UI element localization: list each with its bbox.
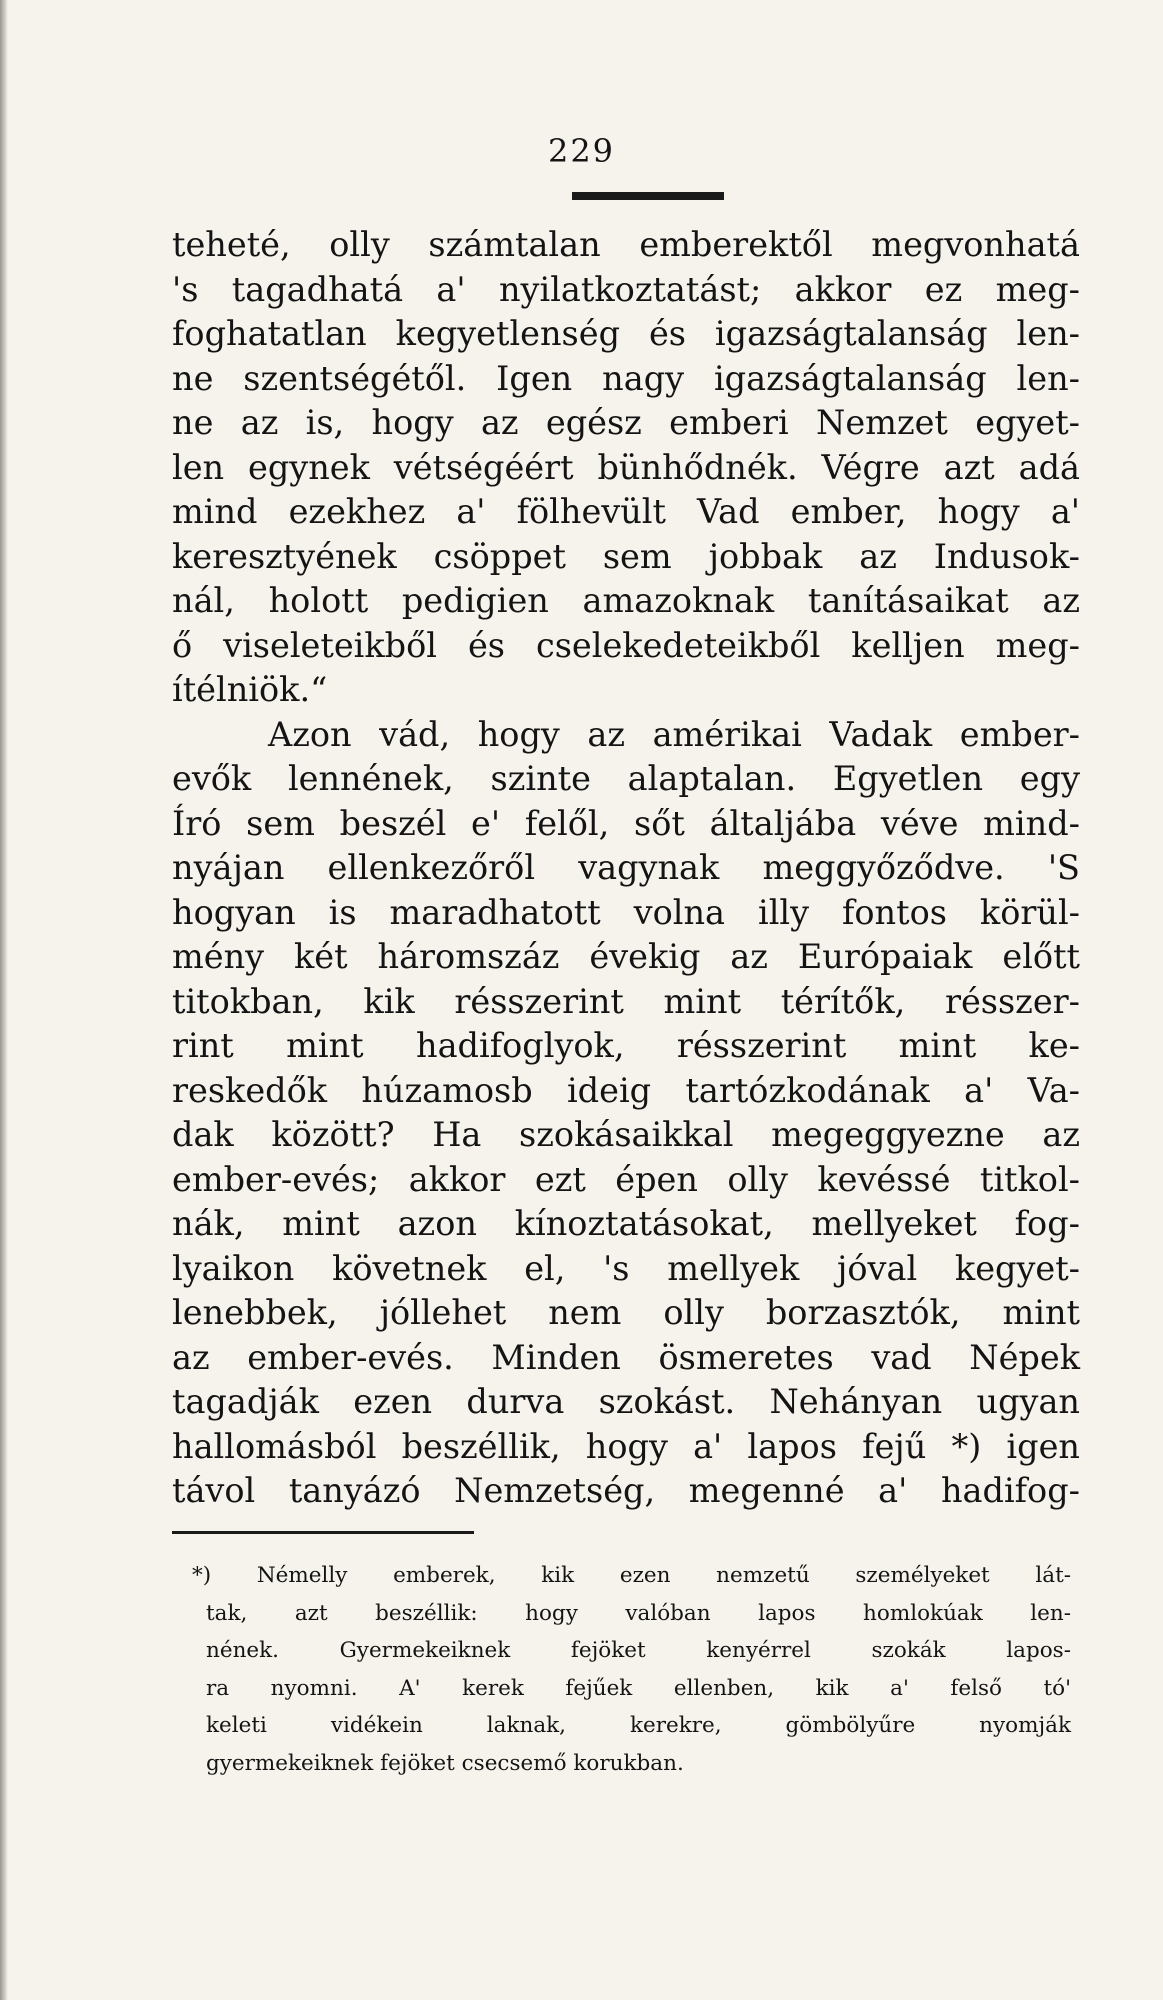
body-line: Író sem beszél e' felől, sőt általjába véve mind- bbox=[172, 803, 1080, 843]
body-line: evők lennének, szinte alaptalan. Egyetlen egy bbox=[172, 759, 1080, 798]
body-line: 's tagadhatá a' nyilatkoztatást; akkor ez meg- bbox=[172, 269, 1080, 309]
footnote bbox=[192, 1557, 1071, 1782]
footnote-line: tak, azt beszéllik: hogy valóban lapos homlokúak len- bbox=[206, 1600, 1071, 1626]
body-line: tagadják ezen durva szokást. Nehányan ugyan bbox=[172, 1382, 1080, 1421]
body-line: ítélniök.“ bbox=[172, 670, 328, 709]
body-line: ne szentségétől. Igen nagy igazságtalanság len- bbox=[172, 358, 1080, 398]
body-line: lyaikon követnek el, 's mellyek jóval kegyet- bbox=[172, 1248, 1080, 1288]
body-line: hogyan is maradhatott volna illy fontos körül- bbox=[172, 892, 1080, 932]
page-number: 229 bbox=[547, 132, 616, 170]
footnote-line: gyermekeiknek fejöket csecsemő korukban. bbox=[206, 1750, 684, 1776]
body-line: reskedők húzamosb ideig tartózkodának a' Va- bbox=[172, 1070, 1080, 1110]
page-spine-shadow bbox=[0, 0, 8, 2000]
body-line: teheté, olly számtalan emberektől megvonhatá bbox=[172, 225, 1080, 264]
paragraph-start-line: Azon vád, hogy az amérikai Vadak ember- bbox=[268, 714, 1080, 754]
body-line: len egynek vétségéért bünhődnék. Végre azt adá bbox=[172, 447, 1080, 487]
footnote-separator bbox=[172, 1531, 474, 1534]
body-line: rint mint hadifoglyok, résszerint mint ke- bbox=[172, 1026, 1080, 1065]
body-line: titokban, kik résszerint mint térítők, résszer- bbox=[172, 981, 1080, 1021]
body-line: mény két háromszáz évekig az Európaiak előtt bbox=[172, 937, 1080, 976]
body-line: nyájan ellenkezőről vagynak meggyőződve. 'S bbox=[172, 848, 1080, 887]
body-line: nák, mint azon kínoztatásokat, mellyeket fog- bbox=[172, 1204, 1080, 1243]
body-line: lenebbek, jóllehet nem olly borzasztók, mint bbox=[172, 1293, 1080, 1332]
body-line: foghatatlan kegyetlenség és igazságtalanság len- bbox=[172, 314, 1080, 353]
body-line: az ember-evés. Minden ösmeretes vad Népek bbox=[172, 1337, 1080, 1377]
body-line: nál, holott pedigien amazoknak tanításaikat az bbox=[172, 581, 1080, 620]
body-line: távol tanyázó Nemzetség, megenné a' hadifog- bbox=[172, 1471, 1080, 1510]
body-line: hallomásból beszéllik, hogy a' lapos fejű *) igen bbox=[172, 1426, 1080, 1466]
body-line: dak között? Ha szokásaikkal megeggyezne az bbox=[172, 1115, 1080, 1154]
footnote-line: ra nyomni. A' kerek fejűek ellenben, kik a' felső tó' bbox=[206, 1675, 1071, 1701]
body-line: keresztyének csöppet sem jobbak az Indusok- bbox=[172, 536, 1080, 576]
body-text bbox=[172, 223, 1080, 1514]
body-line: mind ezekhez a' fölhevült Vad ember, hogy a' bbox=[172, 492, 1080, 531]
body-line: ne az is, hogy az egész emberi Nemzet egyet- bbox=[172, 403, 1080, 442]
footnote-line: nének. Gyermekeiknek fejöket kenyérrel szokák lapos- bbox=[206, 1638, 1071, 1663]
footnote-line: keleti vidékein laknak, kerekre, gömbölyűre nyomják bbox=[206, 1713, 1071, 1738]
header-rule bbox=[572, 192, 724, 200]
body-line: ember-evés; akkor ezt épen olly kevéssé titkol- bbox=[172, 1159, 1080, 1199]
body-line: ő viseleteikből és cselekedeteikből kelljen meg- bbox=[172, 625, 1080, 665]
footnote-line: *) Némelly emberek, kik ezen nemzetű személyeket lát- bbox=[192, 1563, 1071, 1588]
